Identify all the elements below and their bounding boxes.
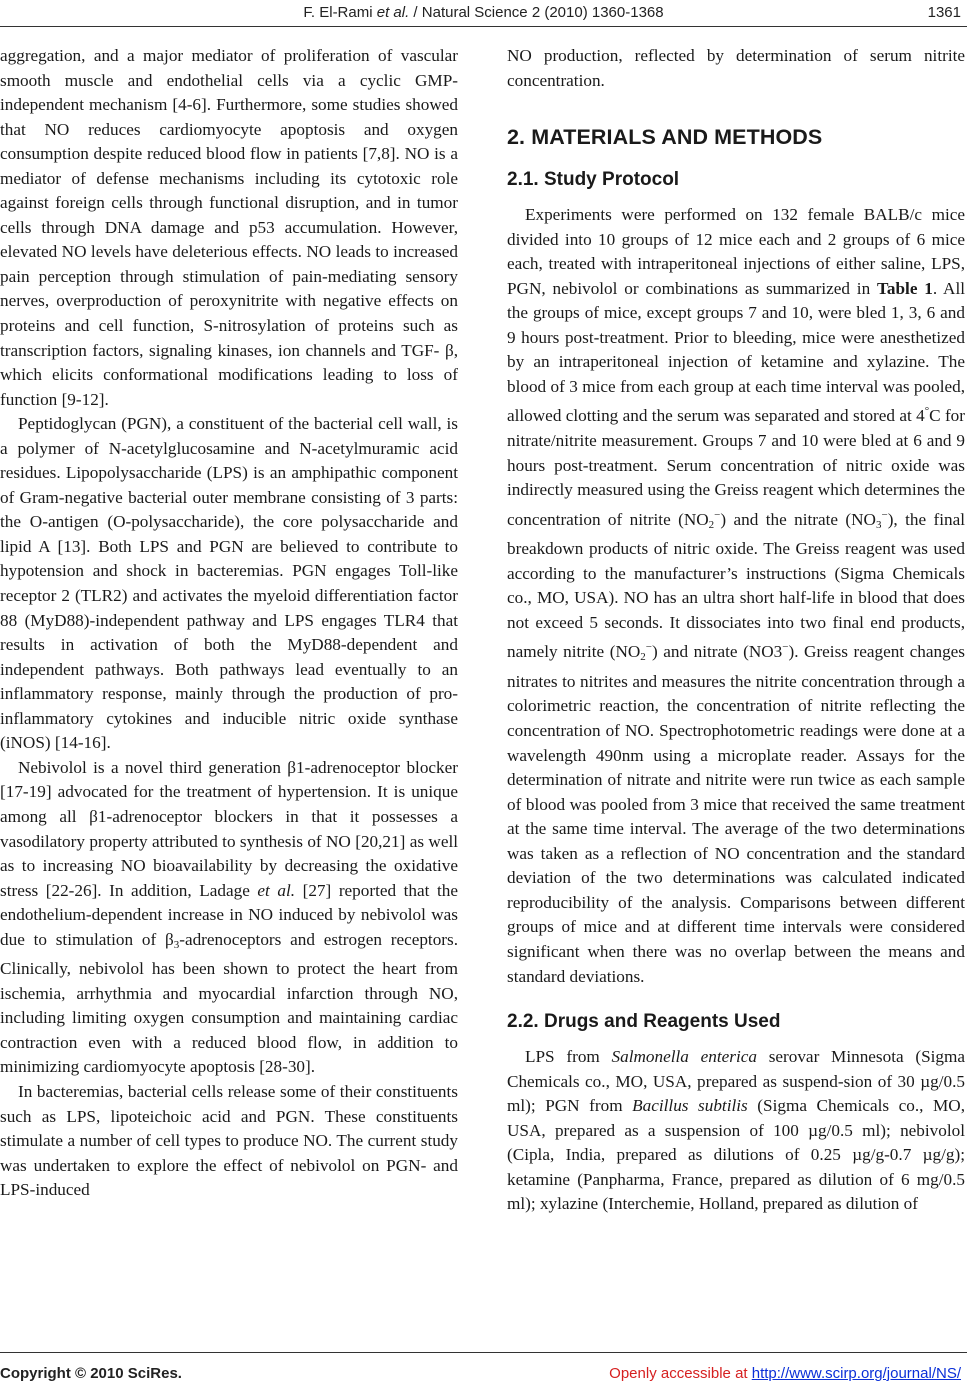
superscript: − [645, 641, 653, 654]
text-run: [27] reported that the endothelium-dependent increase in NO induced by nebivolol was due to stimulation of β [0, 880, 458, 949]
section-heading-methods: 2. MATERIALS AND METHODS [507, 125, 823, 150]
text-run: serovar Minnesota (Sigma Chemicals co., MO, USA, prepared as suspend-sion of 30 µg/0.5 ml); PGN from [507, 1047, 966, 1116]
species-italic: Bacillus subtilis [632, 1096, 748, 1116]
running-title-etal: et al. [376, 4, 410, 21]
subsection-heading-protocol: 2.1. Study Protocol [507, 169, 680, 191]
paragraph-drugs-reagents [507, 1045, 965, 1217]
text-run: ), the final breakdown products of nitric oxide. The Greiss reagent was used according to the manufacturer’s instructions (Sigma Chemicals co., MO, USA). NO has an ultra short half-life in blood that does not exceed 5 seconds. It dissociates into two final end products, namely nitrite (NO [507, 509, 966, 662]
subscript: 3 [875, 518, 882, 531]
paragraph-continuation: NO production, reflected by determination of serum nitrite concentration. [507, 46, 965, 90]
open-access-label: Openly accessible at [609, 1365, 752, 1382]
paragraph-pgn-lps: Peptidoglycan (PGN), a constituent of the bacterial cell wall, is a polymer of N-acetylglucosamine and N-acetylmuramic acid residues. Lipopolysaccharide (LPS) is an amphipathic component of Gram-negative bacterial outer membrane consisting of 3 parts: the O-antigen (O-polysaccharide), the core polysaccharide and lipid A [13]. Both LPS and PGN are believed to contribute to hypotension and shock in bacteremias. PGN engages Toll-like receptor 2 (TLR2) and activates the myeloid differentiation factor 88 (MyD88)-independent pathway and LPS engages TLR4 that results in activation of both the MyD88-dependent and independent pathways. Both pathways lead eventually to an inflammatory response, mainly through the production of pro-inflammatory cytokines and inducible nitric oxide synthase (iNOS) [14-16]. [0, 414, 458, 753]
text-run: ) and nitrate (NO3 [652, 642, 783, 662]
text-run: -adrenoceptors and estrogen receptors. Clinically, nebivolol has been shown to protect the heart from ischemia, arrhythmia and myocardial infarction through NO, including limiting oxygen consumption and maintaining cardiac contraction even with a reduced blood flow, in addition to minimizing cardiomyocyte apoptosis [28-30]. [0, 929, 458, 1077]
open-access-notice [609, 1365, 961, 1382]
left-column [0, 44, 458, 1203]
text-run: Experiments were performed on 132 female BALB/c mice divided into 10 groups of 12 mice each and 2 groups of 6 mice each, treated with intraperitoneal injections of either saline, LPS, PGN, nebivolol or combinations as summarized in [507, 205, 965, 298]
footer [0, 1365, 967, 1387]
superscript: − [714, 508, 721, 521]
subsection-heading-drugs: 2.2. Drugs and Reagents Used [507, 1011, 781, 1033]
text-run: Nebivolol is a novel third generation β1-adrenoceptor blocker [17-19] advocated for the treatment of hypertension. It is unique among all β1-adrenoceptor blockers in that it possesses a vasodilatory property attributed to synthesis of NO [20,21] as well as to increasing NO bioavailability by decreasing the oxidative stress [22-26]. In addition, Ladage [0, 757, 458, 900]
subscript: 2 [708, 518, 715, 531]
superscript: − [782, 641, 789, 654]
running-title-journal: / Natural Science 2 (2010) 1360-1368 [409, 4, 664, 21]
paragraph-nebivolol [0, 756, 458, 1080]
footer-rule [0, 1352, 967, 1353]
text-run: LPS from [525, 1047, 612, 1067]
paragraph-bacteremias: In bacteremias, bacterial cells release some of their constituents such as LPS, lipoteichoic acid and PGN. These constituents stimulate a number of cell types to produce NO. The current study was undertaken to explore the effect of nebivolol on PGN- and LPS-induced [0, 1081, 458, 1200]
etal-italic: et al. [257, 880, 296, 900]
page-number: 1361 [927, 4, 961, 21]
running-title [0, 4, 967, 21]
paragraph-study-protocol [507, 203, 965, 989]
subscript: 3 [173, 938, 180, 951]
text-run: (Sigma Chemicals co., MO, USA, prepared as a suspension of 100 µg/0.5 ml); nebivolol (Cipla, India, prepared as dilutions of 0.25 µg/g-0.7 µg/g); ketamine (Panpharma, France, prepared as dilution of 6 mg/0.5 ml); xylazine (Interchemie, Holland, prepared as dilution of [507, 1096, 966, 1214]
superscript: − [881, 508, 888, 521]
table-reference: Table 1 [877, 278, 933, 298]
text-run: ) and the nitrate (NO [720, 509, 876, 529]
text-run: . All the groups of mice, except groups 7 and 10, were bled 1, 3, 6 and 9 hours post-treatment. Prior to bleeding, mice were anesthetized by an intraperitoneal injection of ketamine and xylazine. The blood of 3 mice from each group at each time interval was pooled, allowed clotting and the serum was separated and stored at 4 [507, 278, 966, 426]
copyright-notice: Copyright © 2010 SciRes. [0, 1365, 182, 1382]
text-run: C for nitrate/nitrite measurement. Groups 7 and 10 were bled at 6 and 9 hours post-treatment. Serum concentration of nitric oxide was indirectly measured using the Greiss reagent which determines the concentration of nitrite (NO [507, 406, 965, 529]
paragraph-no-mediator: aggregation, and a major mediator of proliferation of vascular smooth muscle and endothelial cells via a cyclic GMP-independent mechanism [4-6]. Furthermore, some studies showed that NO reduces cardiomyocyte apoptosis and oxygen consumption despite reduced blood flow in patients [7,8]. NO is a mediator of defense mechanisms including its cytotoxic role against foreign cells through functional disruption, and in tumor cells through DNA damage and p53 accumulation. However, elevated NO levels have deleterious effects. NO leads to increased pain perception through stimulation of pain-mediating sensory nerves, overproduction of peroxynitrite with negative effects on proteins and cell function, S-nitrosylation of proteins such as transcription factors, signaling kinases, ion channels and TGF- β, which elicits conformational modifications leading to loss of function [9-12]. [0, 46, 458, 409]
degree-superscript: ° [924, 405, 930, 418]
species-italic: Salmonella enterica [611, 1047, 757, 1067]
header-rule [0, 26, 967, 27]
running-title-authors: F. El-Rami [303, 4, 377, 21]
right-column [507, 44, 965, 1217]
journal-link[interactable]: http://www.scirp.org/journal/NS/ [751, 1365, 961, 1382]
text-run: ). Greiss reagent changes nitrates to nitrites and measures the nitrite concentration through a colorimetric reaction, the concentration of nitrite reflecting the concentration of NO. Spectrophotometric readings were done at a wavelength 490nm using a microplate reader. Assays for the determination of nitrate and nitrite were run twice as each sample of blood was pooled from 3 mice that received the same treatment at the same time interval. The average of the two determinations was taken as a reflection of NO concentration and the standard deviation of the two determinations was calculated indicated reproducibility of the analysis. Comparisons between different groups of mice and at different time intervals were considered significant when there was no overlap between the means and standard deviations. [507, 642, 965, 986]
running-header [0, 2, 967, 24]
subscript: 2 [640, 651, 646, 664]
